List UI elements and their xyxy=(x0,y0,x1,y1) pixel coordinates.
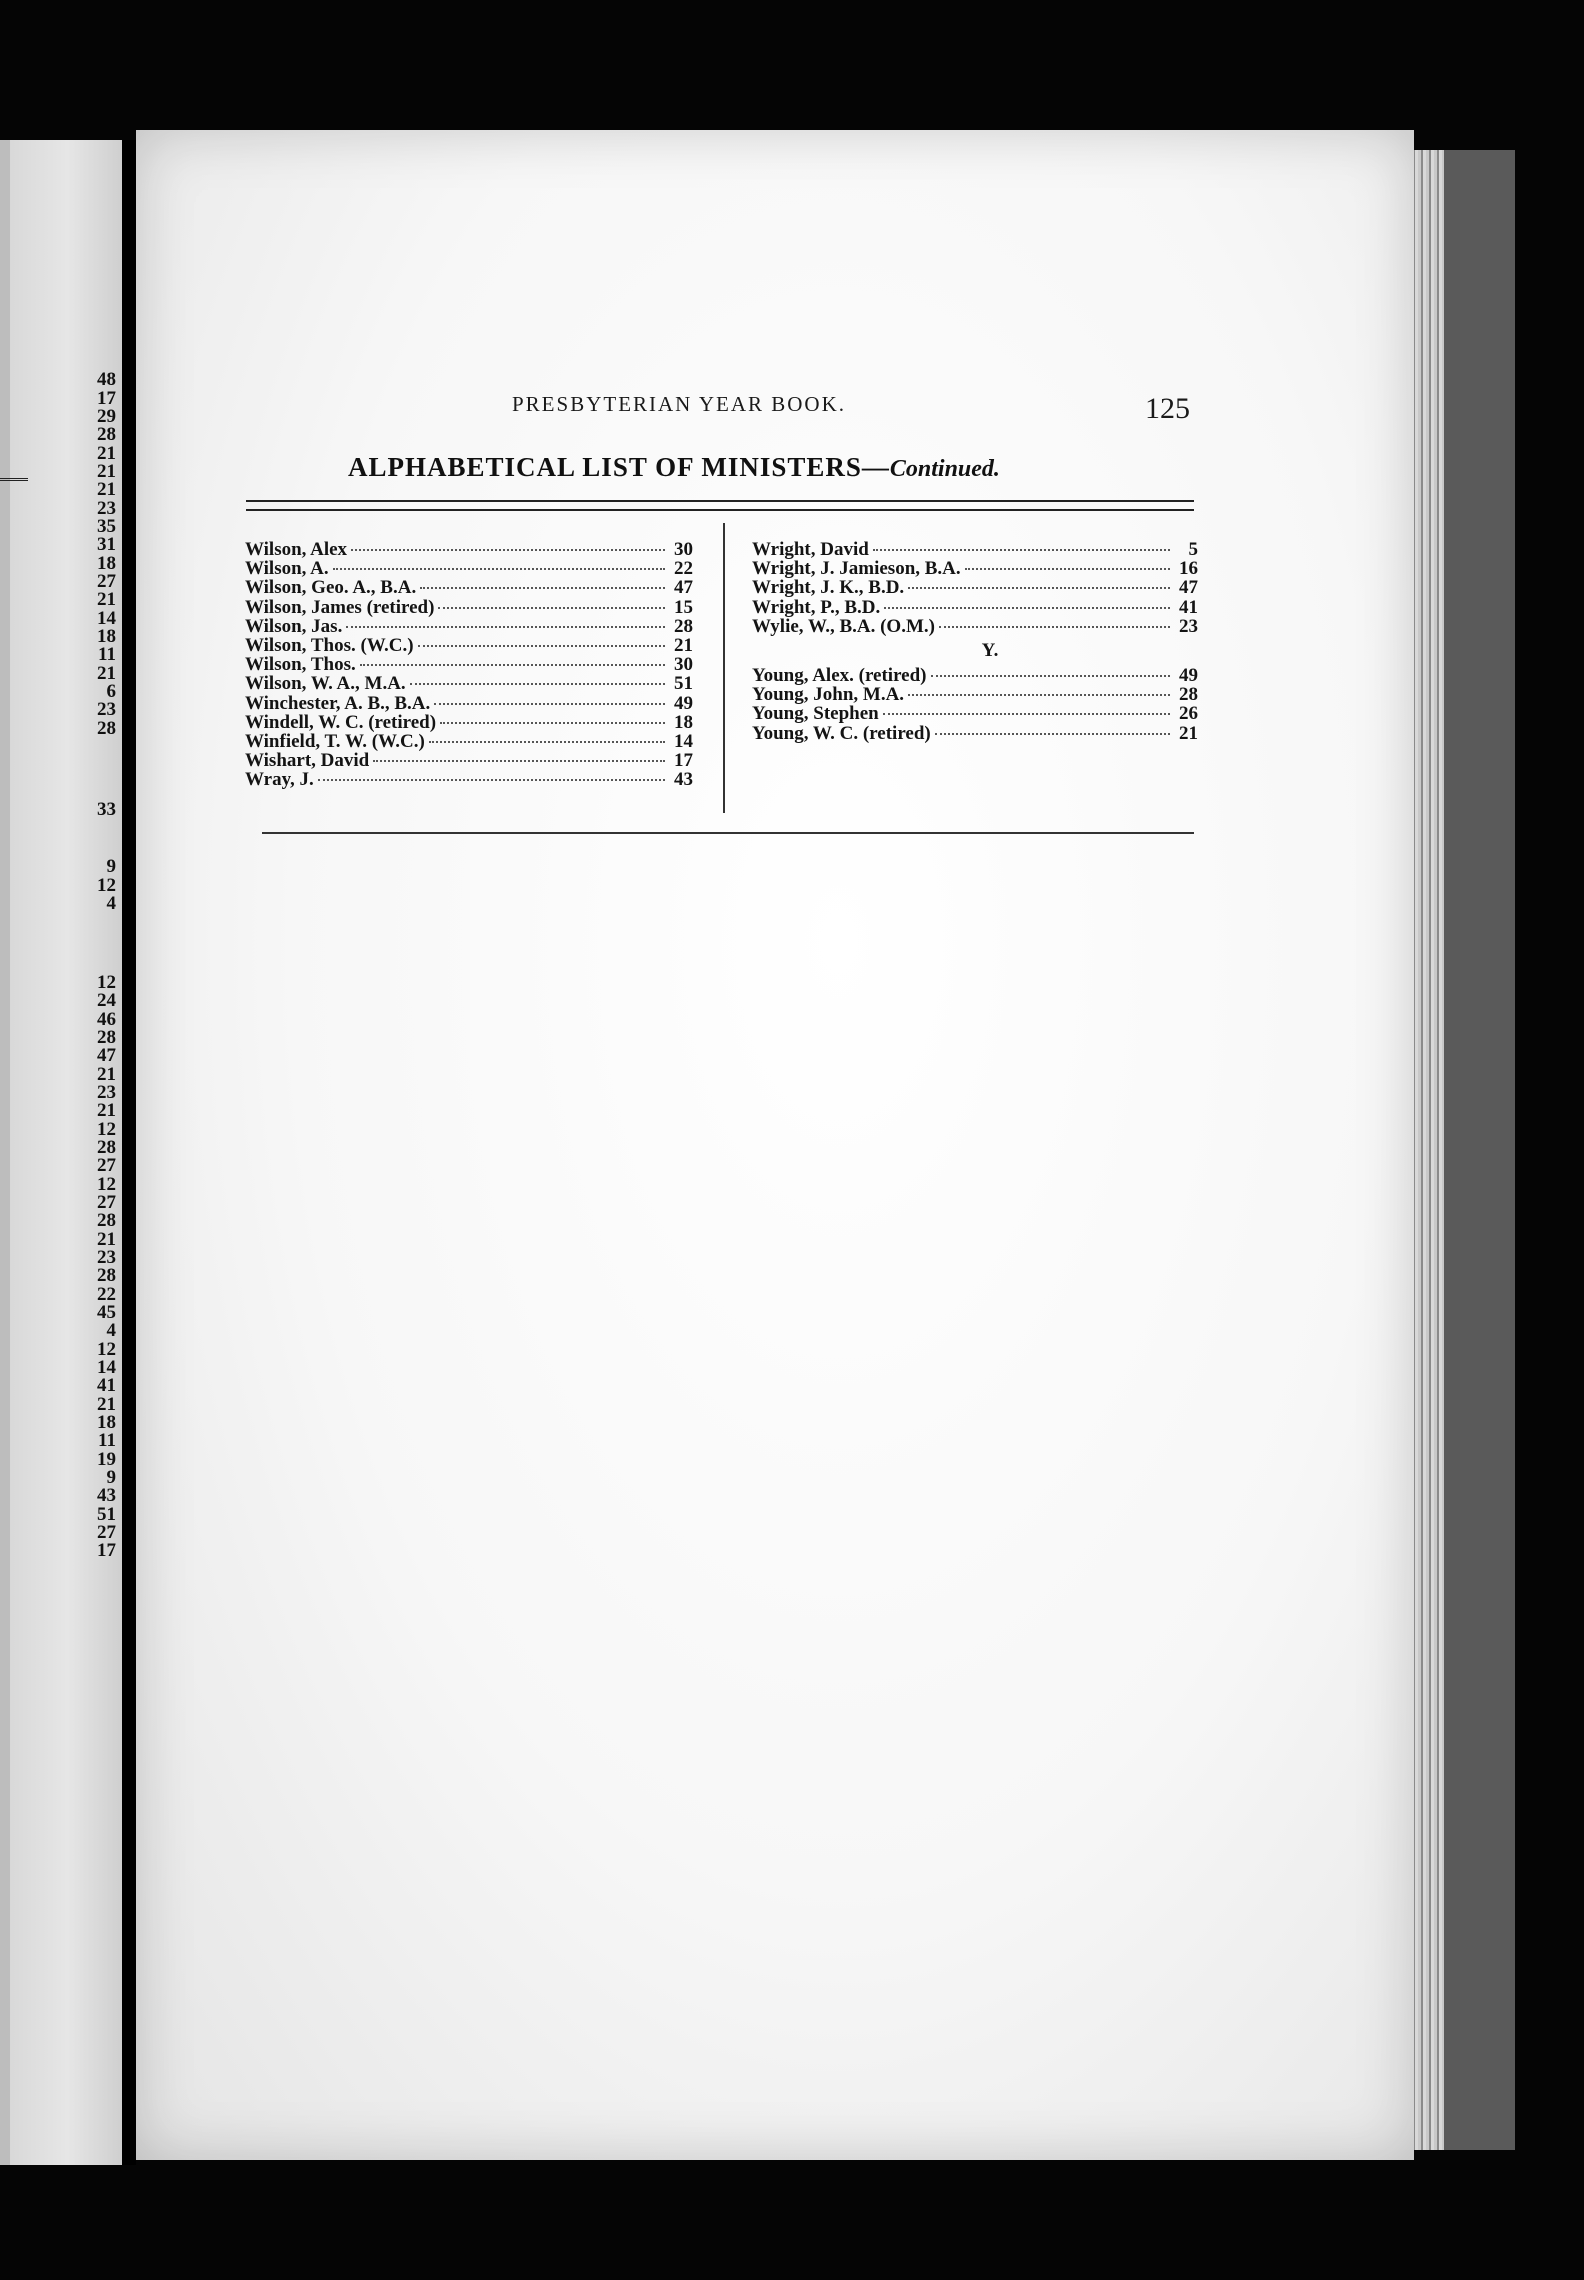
facing-page-number: 41 xyxy=(97,1375,116,1396)
list-item xyxy=(752,666,1198,685)
book-page xyxy=(136,130,1414,2160)
facing-page-number: 48 xyxy=(97,369,116,390)
list-item xyxy=(752,559,1198,578)
page-reference: 14 xyxy=(674,730,693,752)
facing-page-number: 28 xyxy=(97,1027,116,1048)
facing-page-number: 43 xyxy=(97,1485,116,1506)
minister-name: Young, Alex. (retired) xyxy=(752,664,927,686)
minister-name: Wishart, David xyxy=(245,750,370,772)
facing-page-number: 21 xyxy=(97,1064,116,1085)
right-column xyxy=(752,540,1198,743)
dot-leader xyxy=(935,733,1170,735)
facing-page-number: 22 xyxy=(97,1284,116,1305)
facing-page-number: 11 xyxy=(98,644,116,665)
facing-page-number: 18 xyxy=(97,1412,116,1433)
minister-name: Wright, J. K., B.D. xyxy=(752,577,905,599)
facing-page-number: 21 xyxy=(97,663,116,684)
facing-page-number: 19 xyxy=(97,1449,116,1470)
dot-leader xyxy=(908,587,1170,589)
minister-name: Winfield, T. W. (W.C.) xyxy=(245,730,425,752)
dot-leader xyxy=(418,645,665,647)
facing-page-number: 27 xyxy=(97,571,116,592)
page-edges xyxy=(1410,150,1444,2150)
facing-page-number: 35 xyxy=(97,516,116,537)
facing-page-number: 23 xyxy=(97,1082,116,1103)
facing-page-number: 12 xyxy=(97,972,116,993)
section-title-main: ALPHABETICAL LIST OF MINISTERS— xyxy=(348,452,890,482)
facing-page-number: 23 xyxy=(97,699,116,720)
facing-page-number: 23 xyxy=(97,1247,116,1268)
facing-page-number: 21 xyxy=(97,1100,116,1121)
page-reference: 43 xyxy=(674,769,693,791)
page-reference: 30 xyxy=(674,654,693,676)
header-double-rule xyxy=(246,500,1194,511)
dot-leader xyxy=(318,779,665,781)
facing-page-number: 27 xyxy=(97,1192,116,1213)
page-reference: 5 xyxy=(1188,539,1198,560)
minister-name: Wright, J. Jamieson, B.A. xyxy=(752,558,961,580)
dot-leader xyxy=(434,703,665,705)
page-reference: 47 xyxy=(674,577,693,599)
facing-page-number: 4 xyxy=(106,1320,116,1341)
list-item xyxy=(245,598,693,617)
facing-page-number: 28 xyxy=(97,1210,116,1231)
dot-leader xyxy=(873,549,1170,551)
page-reference: 28 xyxy=(1179,684,1198,706)
list-item xyxy=(752,704,1198,723)
book-cover-edge xyxy=(1410,150,1515,2150)
facing-page-number: 45 xyxy=(97,1302,116,1323)
page-reference: 41 xyxy=(1179,596,1198,618)
facing-page-number: 28 xyxy=(97,1265,116,1286)
page-reference: 23 xyxy=(1179,615,1198,637)
list-item xyxy=(245,732,693,751)
list-item xyxy=(752,617,1198,636)
facing-page-number: 12 xyxy=(97,1119,116,1140)
dot-leader xyxy=(429,741,665,743)
minister-name: Wilson, James (retired) xyxy=(245,596,435,618)
dot-leader xyxy=(410,683,665,685)
facing-page-number: 27 xyxy=(97,1522,116,1543)
page-reference: 28 xyxy=(674,615,693,637)
list-item xyxy=(752,724,1198,743)
facing-page-number: 27 xyxy=(97,1155,116,1176)
dot-leader xyxy=(360,664,665,666)
dot-leader xyxy=(883,713,1170,715)
page-reference: 15 xyxy=(674,596,693,618)
section-letter-y: Y. xyxy=(981,639,999,661)
facing-page-number: 17 xyxy=(97,388,116,409)
page-reference: 21 xyxy=(674,634,693,656)
minister-name: Wright, David xyxy=(752,539,869,560)
minister-name: Wilson, Alex xyxy=(245,539,348,560)
list-item xyxy=(245,540,693,559)
list-item xyxy=(245,636,693,655)
minister-name: Young, Stephen xyxy=(752,703,879,725)
facing-page-number: 47 xyxy=(97,1045,116,1066)
minister-name: Winchester, A. B., B.A. xyxy=(245,692,431,714)
page-reference: 49 xyxy=(1179,664,1198,686)
dot-leader xyxy=(931,675,1170,677)
facing-page-number: 12 xyxy=(97,875,116,896)
facing-page-number: 28 xyxy=(97,424,116,445)
left-column xyxy=(245,540,693,789)
facing-page-number: 29 xyxy=(97,406,116,427)
facing-page-number: 9 xyxy=(106,1467,116,1488)
list-item xyxy=(752,578,1198,597)
minister-name: Wilson, W. A., M.A. xyxy=(245,673,406,695)
list-item xyxy=(245,617,693,636)
facing-page-number: 12 xyxy=(97,1174,116,1195)
page-reference: 16 xyxy=(1179,558,1198,580)
list-item xyxy=(245,751,693,770)
facing-page-number: 12 xyxy=(97,1339,116,1360)
facing-page-rule xyxy=(0,478,28,481)
page-reference: 22 xyxy=(674,558,693,580)
facing-page-number: 21 xyxy=(97,461,116,482)
page-reference: 26 xyxy=(1179,703,1198,725)
facing-page-number: 31 xyxy=(97,534,116,555)
minister-name: Windell, W. C. (retired) xyxy=(245,711,437,733)
facing-page-number: 14 xyxy=(97,1357,116,1378)
minister-name: Wilson, A. xyxy=(245,558,329,580)
dot-leader xyxy=(373,760,665,762)
facing-page-number: 23 xyxy=(97,498,116,519)
facing-page-number: 21 xyxy=(97,1229,116,1250)
minister-name: Wright, P., B.D. xyxy=(752,596,881,618)
minister-name: Wilson, Jas. xyxy=(245,615,343,637)
dot-leader xyxy=(884,607,1170,609)
facing-page-edge xyxy=(0,140,10,2165)
page-reference: 51 xyxy=(674,673,693,695)
page-reference: 30 xyxy=(674,539,693,560)
list-item xyxy=(245,674,693,693)
minister-name: Wilson, Thos. xyxy=(245,654,356,676)
dot-leader xyxy=(965,568,1170,570)
dot-leader xyxy=(333,568,665,570)
dot-leader xyxy=(351,549,665,551)
minister-name: Wray, J. xyxy=(245,769,314,791)
page-reference: 18 xyxy=(674,711,693,733)
column-divider xyxy=(723,523,725,813)
dot-leader xyxy=(939,626,1170,628)
page-number: 125 xyxy=(1145,392,1190,425)
dot-leader xyxy=(420,587,665,589)
facing-page-number: 14 xyxy=(97,608,116,629)
facing-page-number: 21 xyxy=(97,479,116,500)
minister-name: Young, John, M.A. xyxy=(752,684,905,706)
facing-page-number: 28 xyxy=(97,1137,116,1158)
list-item xyxy=(245,713,693,732)
facing-page-number: 21 xyxy=(97,443,116,464)
page-reference: 21 xyxy=(1179,722,1198,744)
running-head: PRESBYTERIAN YEAR BOOK. xyxy=(512,392,846,416)
facing-page-number: 6 xyxy=(106,681,116,702)
list-item xyxy=(245,770,693,789)
page-reference: 17 xyxy=(674,750,693,772)
facing-page-number: 24 xyxy=(97,990,116,1011)
facing-page-number: 17 xyxy=(97,1540,116,1561)
facing-page-number: 21 xyxy=(97,1394,116,1415)
facing-page-number: 21 xyxy=(97,589,116,610)
section-title-continued: Continued. xyxy=(889,456,1000,482)
facing-page-number: 18 xyxy=(97,553,116,574)
facing-page-number: 18 xyxy=(97,626,116,647)
list-item xyxy=(752,598,1198,617)
w-entries xyxy=(752,540,1198,636)
list-item xyxy=(245,578,693,597)
y-entries xyxy=(752,666,1198,743)
list-item xyxy=(752,540,1198,559)
page-reference: 47 xyxy=(1179,577,1198,599)
list-item xyxy=(245,655,693,674)
minister-name: Wilson, Thos. (W.C.) xyxy=(245,634,414,656)
dot-leader xyxy=(346,626,665,628)
list-item xyxy=(245,694,693,713)
facing-page xyxy=(0,140,122,2165)
dot-leader xyxy=(908,694,1170,696)
facing-page-number: 4 xyxy=(106,893,116,914)
list-item xyxy=(245,559,693,578)
dot-leader xyxy=(438,607,665,609)
minister-name: Wylie, W., B.A. (O.M.) xyxy=(752,615,935,637)
book-gutter xyxy=(122,140,136,2165)
facing-page-number: 46 xyxy=(97,1009,116,1030)
dot-leader xyxy=(440,722,665,724)
facing-page-number: 33 xyxy=(97,799,116,820)
section-title xyxy=(348,452,1000,483)
minister-name: Young, W. C. (retired) xyxy=(752,722,931,744)
facing-page-number: 9 xyxy=(106,856,116,877)
minister-name: Wilson, Geo. A., B.A. xyxy=(245,577,417,599)
page-reference: 49 xyxy=(674,692,693,714)
footer-rule xyxy=(262,832,1194,834)
facing-page-number: 11 xyxy=(98,1430,116,1451)
list-item xyxy=(752,685,1198,704)
facing-page-number: 28 xyxy=(97,718,116,739)
facing-page-number: 51 xyxy=(97,1504,116,1525)
